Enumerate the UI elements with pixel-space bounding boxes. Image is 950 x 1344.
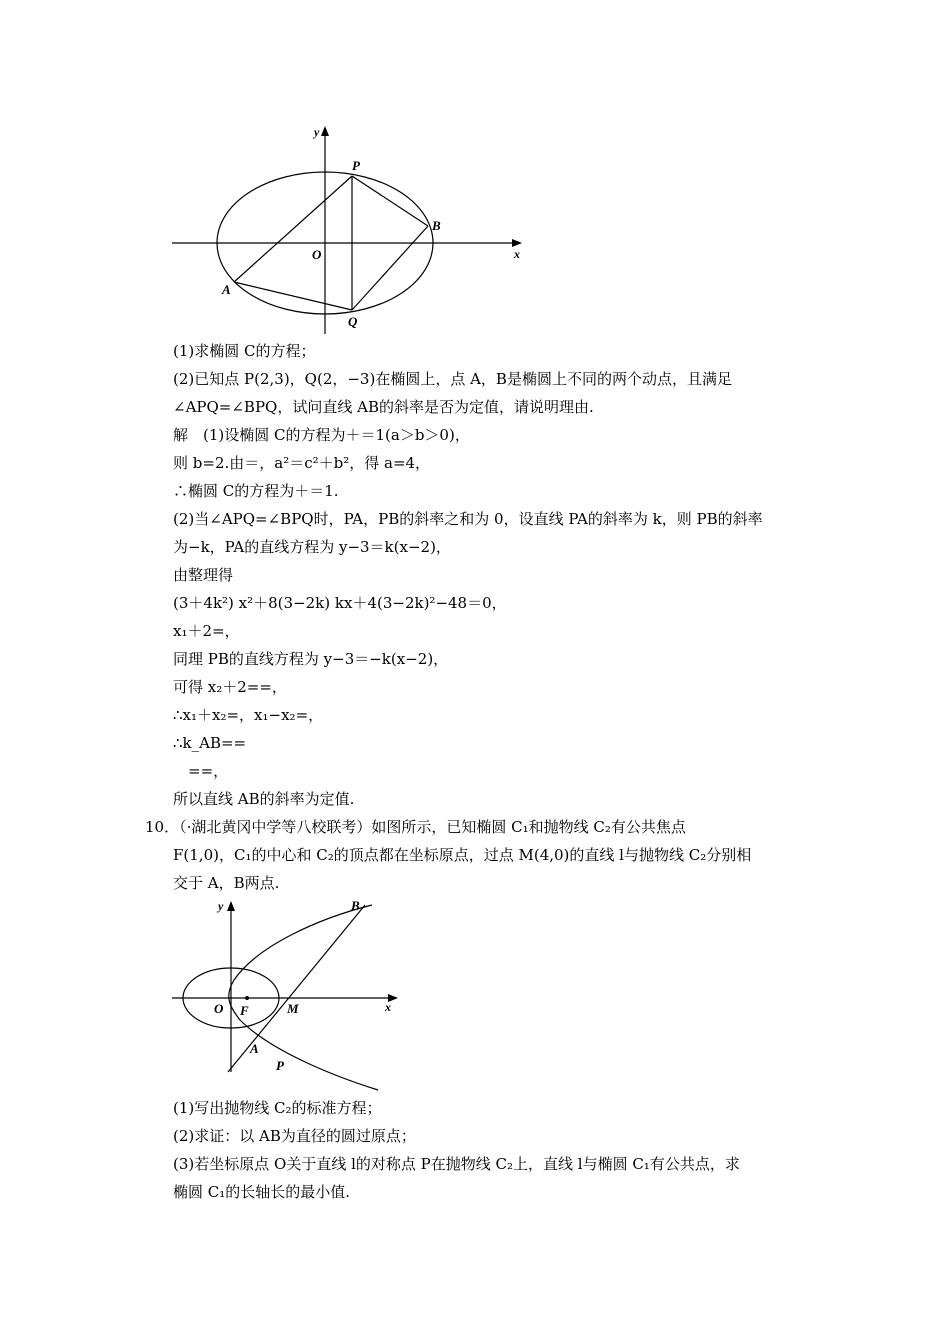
label-o: O <box>214 1001 224 1016</box>
text-line: (3＋4k²) x²＋8(3−2k) kx＋4(3−2k)²−48＝0， <box>173 594 507 612</box>
y-axis-arrow-icon <box>227 901 235 911</box>
text-line: ∠APQ=∠BPQ，试问直线 AB的斜率是否为定值，请说明理由. <box>173 398 594 416</box>
text-line: 同理 PB的直线方程为 y−3＝−k(x−2)， <box>173 650 449 668</box>
focus-point <box>245 996 249 1000</box>
text-line: 解 (1)设椭圆 C的方程为＋＝1(a＞b＞0)， <box>173 426 470 444</box>
label-b: B <box>432 218 441 233</box>
y-axis-arrow-icon <box>321 126 329 136</box>
label-b: B <box>351 898 360 913</box>
label-x: x <box>385 1000 391 1014</box>
segment-aq <box>234 282 352 310</box>
text-line: (1)写出抛物线 C₂的标准方程； <box>173 1099 382 1117</box>
x-axis-arrow-icon <box>512 239 522 247</box>
label-p: P <box>352 158 360 173</box>
problem-10-line: 10．（·湖北黄冈中学等八校联考）如图所示，已知椭圆 C₁和抛物线 C₂有公共焦点 <box>145 818 686 836</box>
text-line: 则 b=2.由＝，a²＝c²＋b²，得 a=4， <box>173 454 431 472</box>
segment-pa <box>234 176 352 282</box>
problem-10-line: F(1,0)，C₁的中心和 C₂的顶点都在坐标原点，过点 M(4,0)的直线 l与抛物线 C₂分别相 <box>173 846 752 864</box>
label-p: P <box>276 1058 284 1073</box>
segment-pb <box>352 176 428 226</box>
label-a: A <box>250 1041 259 1056</box>
text-line: (2)已知点 P(2,3)，Q(2，−3)在椭圆上，点 A，B是椭圆上不同的两个动点，且满足 <box>173 370 732 388</box>
label-y: y <box>218 899 224 913</box>
label-y: y <box>314 125 320 139</box>
figure-parabola-ellipse <box>165 895 405 1095</box>
text-line: (2)当∠APQ=∠BPQ时，PA，PB的斜率之和为 0，设直线 PA的斜率为 k，则 PB的斜率 <box>173 510 763 528</box>
label-q: Q <box>348 314 358 329</box>
text-line: ∴k_AB== <box>173 734 247 752</box>
label-m: M <box>287 1001 299 1016</box>
text-line: 为−k，PA的直线方程为 y−3＝k(x−2)， <box>173 538 451 556</box>
text-line: (1)求椭圆 C的方程； <box>173 342 316 360</box>
text-line: x₁＋2=， <box>173 622 240 640</box>
label-x: x <box>514 247 520 261</box>
label-o: O <box>312 247 322 262</box>
text-line: ∴椭圆 C的方程为＋＝1. <box>173 482 339 500</box>
text-line: (2)求证：以 AB为直径的圆过原点； <box>173 1127 416 1145</box>
figure-ellipse-apq <box>165 118 535 340</box>
segment-bq <box>352 226 428 310</box>
line-l <box>228 905 365 1072</box>
label-a: A <box>222 282 231 297</box>
problem-10-line: 交于 A，B两点. <box>173 874 280 892</box>
text-line: 可得 x₂＋2==， <box>173 678 287 696</box>
text-line: (3)若坐标原点 O关于直线 l的对称点 P在抛物线 C₂上，直线 l与椭圆 C₁有公共点，求 <box>173 1155 740 1173</box>
label-f: F <box>240 1003 249 1018</box>
text-line: ∴x₁＋x₂=，x₁−x₂=， <box>173 706 324 724</box>
text-line: 所以直线 AB的斜率为定值. <box>173 790 355 808</box>
text-line: ==， <box>173 762 229 780</box>
text-line: 由整理得 <box>173 566 234 584</box>
text-line: 椭圆 C₁的长轴长的最小值. <box>173 1183 351 1201</box>
